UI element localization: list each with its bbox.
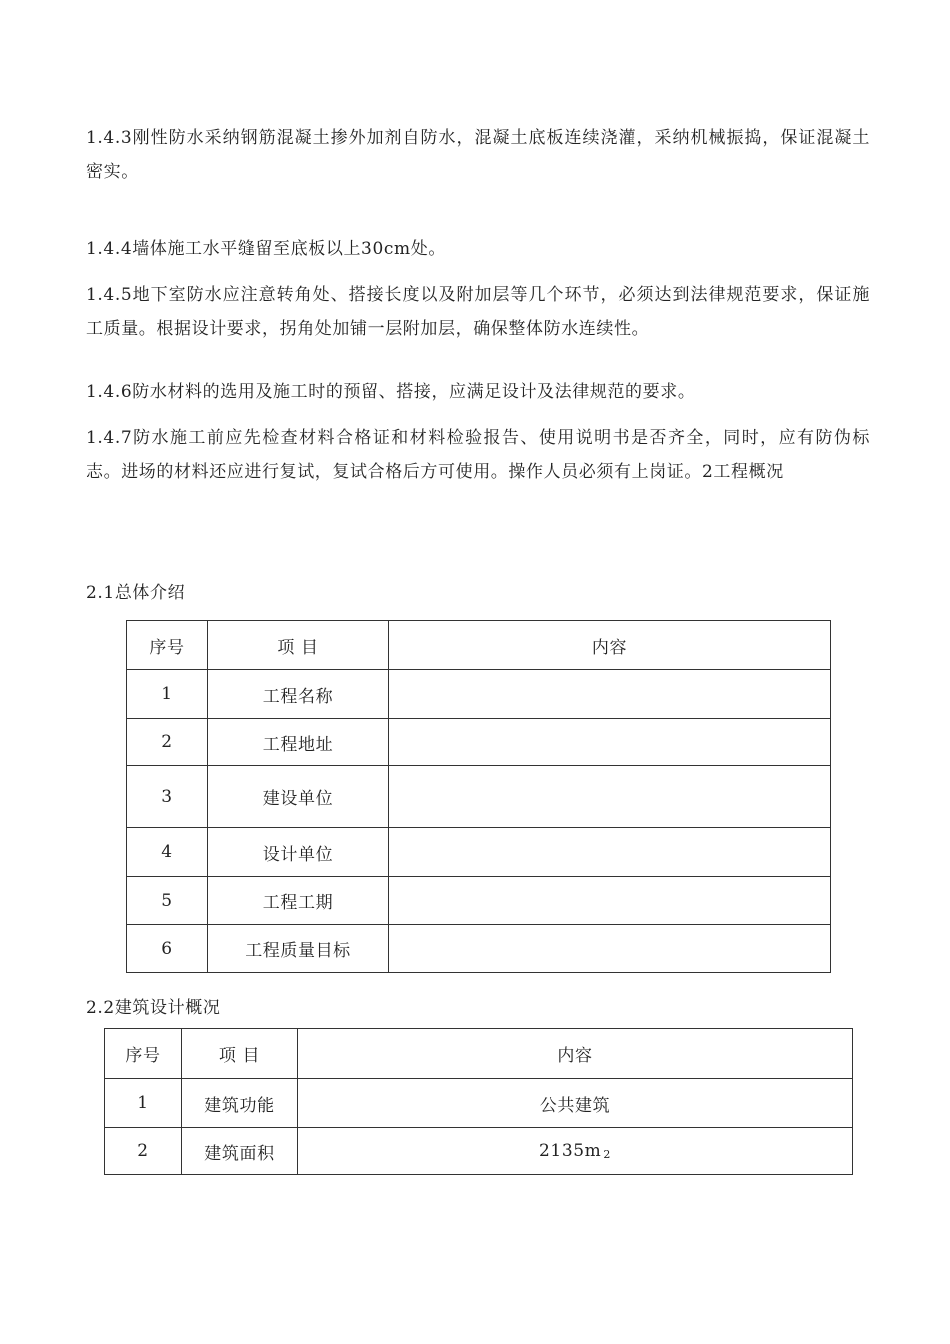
row-no: 4 [127,828,208,877]
row-content [389,925,831,973]
paragraph-1-4-3: 1.4.3刚性防水采纳钢筋混凝土掺外加剂自防水，混凝土底板连续浇灌，采纳机械振捣，保证混凝土密实。 [86,128,870,182]
architecture-design-table [104,1028,853,1175]
row-item: 工程质量目标 [208,925,389,973]
table-row [127,766,831,828]
header-no: 序号 [105,1029,182,1079]
table-row [127,719,831,766]
table-row [105,1128,853,1175]
row-item: 工程地址 [208,719,389,766]
row-no: 2 [127,719,208,766]
header-no: 序号 [127,621,208,670]
row-content [389,766,831,828]
paragraph-1-4-6: 1.4.6防水材料的选用及施工时的预留、搭接，应满足设计及法律规范的要求。 [86,382,696,402]
row-no: 5 [127,877,208,925]
table-row [127,877,831,925]
table-row [127,828,831,877]
table-row [127,925,831,973]
paragraph-1-4-5: 1.4.5地下室防水应注意转角处、搭接长度以及附加层等几个环节，必须达到法律规范要求，保证施工质量。根据设计要求，拐角处加铺一层附加层，确保整体防水连续性。 [86,285,870,339]
header-content: 内容 [389,621,831,670]
row-no: 1 [127,670,208,719]
row-item: 建筑功能 [182,1079,298,1128]
row-content [389,828,831,877]
row-content [389,719,831,766]
row-content: 公共建筑 [298,1079,853,1128]
area-value: 2135m [539,1141,602,1161]
header-item: 项 目 [182,1029,298,1079]
row-no: 2 [105,1128,182,1175]
section-2-2-heading: 2.2建筑设计概况 [86,998,221,1018]
row-item: 工程名称 [208,670,389,719]
row-item: 设计单位 [208,828,389,877]
row-no: 1 [105,1079,182,1128]
area-unit-superscript: 2 [603,1148,611,1161]
paragraph-1-4-7: 1.4.7防水施工前应先检查材料合格证和材料检验报告、使用说明书是否齐全，同时，应有防伪标志。进场的材料还应进行复试，复试合格后方可使用。操作人员必须有上岗证。2工程概况 [86,428,870,482]
general-info-table [126,620,831,973]
row-content [389,877,831,925]
table-row [105,1079,853,1128]
paragraph-1-4-4: 1.4.4墙体施工水平缝留至底板以上30cm处。 [86,239,446,259]
table-header-row [127,621,831,670]
table-row [127,670,831,719]
table-header-row [105,1029,853,1079]
row-no: 3 [127,766,208,828]
header-content: 内容 [298,1029,853,1079]
header-item: 项 目 [208,621,389,670]
row-content [298,1128,853,1175]
section-2-1-heading: 2.1总体介绍 [86,583,186,603]
row-content [389,670,831,719]
row-no: 6 [127,925,208,973]
row-item: 工程工期 [208,877,389,925]
row-item: 建设单位 [208,766,389,828]
row-item: 建筑面积 [182,1128,298,1175]
